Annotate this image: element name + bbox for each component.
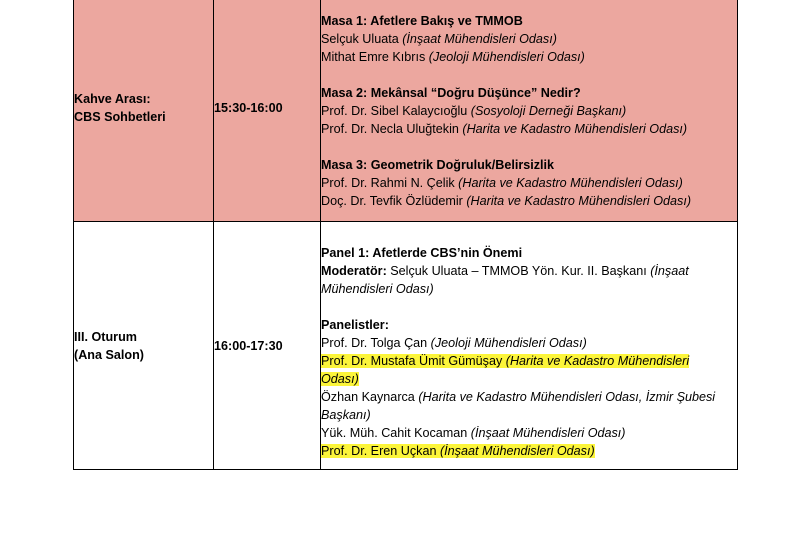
participant-line: Prof. Dr. Sibel Kalaycıoğlu (Sosyoloji Derneği Başkanı) xyxy=(321,104,627,118)
table1-title: Masa 1: Afetlere Bakış ve TMMOB xyxy=(321,14,523,28)
session-name-line1: Kahve Arası: xyxy=(74,92,151,106)
schedule-table xyxy=(73,0,738,470)
panelist-line-highlighted: Prof. Dr. Eren Uçkan (İnşaat Mühendisleri Odası) xyxy=(321,443,595,458)
session-name-cell xyxy=(74,222,214,470)
panelist-line-highlighted-cont: Odası) xyxy=(321,371,359,386)
session-time-cell: 15:30-16:00 xyxy=(214,0,321,222)
panelist-line-cont: Başkanı) xyxy=(321,407,371,422)
participant-line: Prof. Dr. Necla Uluğtekin (Harita ve Kadastro Mühendisleri Odası) xyxy=(321,122,688,136)
panelist-line: Yük. Müh. Cahit Kocaman (İnşaat Mühendisleri Odası) xyxy=(321,425,626,440)
panelist-line: Özhan Kaynarca (Harita ve Kadastro Mühendisleri Odası, İzmir Şubesi xyxy=(321,389,716,404)
session-name-line2: CBS Sohbetleri xyxy=(74,110,166,124)
panelist-line: Prof. Dr. Tolga Çan (Jeoloji Mühendisleri Odası) xyxy=(321,335,587,350)
session-content-cell xyxy=(321,0,738,222)
session-name-line2: (Ana Salon) xyxy=(74,347,144,362)
session-name-line1: III. Oturum xyxy=(74,329,137,344)
panelist-line-highlighted: Prof. Dr. Mustafa Ümit Gümüşay (Harita ve Kadastro Mühendisleri xyxy=(321,353,690,368)
moderator-org-cont: Mühendisleri Odası) xyxy=(321,281,434,296)
table2-title: Masa 2: Mekânsal “Doğru Düşünce” Nedir? xyxy=(321,86,581,100)
session-name-cell xyxy=(74,0,214,222)
panelists-label: Panelistler: xyxy=(321,317,389,332)
session-time-cell: 16:00-17:30 xyxy=(214,222,321,470)
participant-line: Mithat Emre Kıbrıs (Jeoloji Mühendisleri Odası) xyxy=(321,50,585,64)
participant-line: Selçuk Uluata (İnşaat Mühendisleri Odası) xyxy=(321,32,557,46)
panel-title: Panel 1: Afetlerde CBS’nin Önemi xyxy=(321,245,523,260)
table3-title: Masa 3: Geometrik Doğruluk/Belirsizlik xyxy=(321,158,555,172)
session-content-cell xyxy=(321,222,738,470)
session-3-row xyxy=(74,222,738,470)
participant-line: Doç. Dr. Tevfik Özlüdemir (Harita ve Kadastro Mühendisleri Odası) xyxy=(321,194,692,208)
coffee-break-row xyxy=(74,0,738,222)
moderator-line: Moderatör: Selçuk Uluata – TMMOB Yön. Kur. II. Başkanı (İnşaat xyxy=(321,263,689,278)
participant-line: Prof. Dr. Rahmi N. Çelik (Harita ve Kadastro Mühendisleri Odası) xyxy=(321,176,683,190)
